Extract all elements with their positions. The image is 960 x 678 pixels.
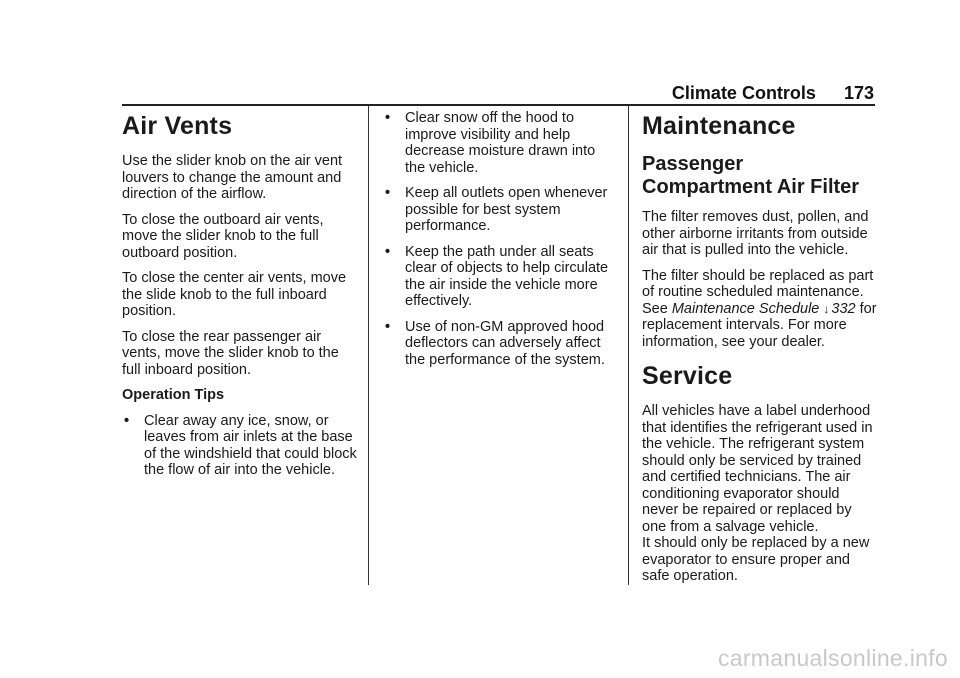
middle-column [383, 110, 611, 377]
bullet-icon: • [385, 110, 391, 126]
watermark-text: carmanualsonline.info [717, 645, 948, 671]
bullet-icon: • [124, 412, 130, 429]
list-item-text: Keep all outlets open whenever possible for best system performance. [405, 185, 608, 234]
header-rule [122, 104, 875, 106]
reference-lead-text: The filter should be replaced as part of routine scheduled maintenance. See [642, 267, 874, 317]
paragraph: To close the rear passenger air vents, move the slider knob to the full inboard position. [122, 328, 339, 378]
bullet-icon: • [385, 185, 391, 201]
maintenance-schedule-link[interactable]: Maintenance Schedule [671, 300, 820, 317]
paragraph: It should only be replaced by a new evaporator to ensure proper and safe operation. [642, 535, 870, 584]
reference-page-number[interactable]: 332 [831, 300, 856, 317]
list-item [383, 110, 611, 176]
page-reference-icon: ↓ [823, 301, 830, 316]
paragraph: To close the outboard air vents, move the slider knob to the full outboard position. [122, 211, 324, 261]
left-column [122, 108, 358, 488]
column-divider-2 [628, 106, 629, 585]
running-head [640, 83, 874, 104]
air-vents-heading: Air Vents [122, 112, 233, 140]
maintenance-heading: Maintenance [642, 112, 796, 140]
list-item [383, 244, 611, 310]
paragraph: All vehicles have a label underhood that identifies the refrigerant used in the vehicle. The refrigerant system should only be serviced by trained and certified technicians. The air conditioning evaporator should never be repaired or replaced by one from a salvage vehicle. [642, 403, 873, 535]
operation-tips-subheading: Operation Tips [122, 387, 225, 403]
list-item-text: Keep the path under all seats clear of objects to help circulate the air inside the vehicle more effectively. [405, 243, 609, 309]
bullet-icon: • [385, 318, 391, 335]
list-item-text: Clear away any ice, snow, or leaves from air inlets at the base of the windshield that could block the flow of air into the vehicle. [144, 412, 357, 478]
page-number: 173 [843, 83, 874, 103]
list-item [383, 185, 611, 235]
section-title: Climate Controls [671, 83, 816, 103]
bullet-icon: • [385, 243, 391, 260]
operation-tips-list [122, 413, 358, 479]
column-divider-1 [368, 106, 369, 585]
right-column [642, 108, 878, 594]
paragraph-with-reference [642, 268, 878, 351]
operation-tips-list-continued [383, 110, 611, 368]
list-item-text: Use of non-GM approved hood deflectors can adversely affect the performance of the system. [405, 318, 605, 368]
service-heading: Service [642, 362, 733, 390]
paragraph: Use the slider knob on the air vent louvers to change the amount and direction of the airflow. [122, 153, 343, 202]
air-filter-heading: Passenger Compartment Air Filter [642, 153, 860, 198]
list-item [383, 319, 611, 369]
paragraph: To close the center air vents, move the slide knob to the full inboard position. [122, 270, 347, 319]
list-item-text: Clear snow off the hood to improve visibility and help decrease moisture drawn into the vehicle. [405, 110, 596, 176]
paragraph: The filter removes dust, pollen, and other airborne irritants from outside air that is pulled into the vehicle. [642, 209, 869, 258]
list-item [122, 413, 358, 479]
reference-trailing-text: for replacement intervals. For more information, see your dealer. [642, 300, 877, 350]
